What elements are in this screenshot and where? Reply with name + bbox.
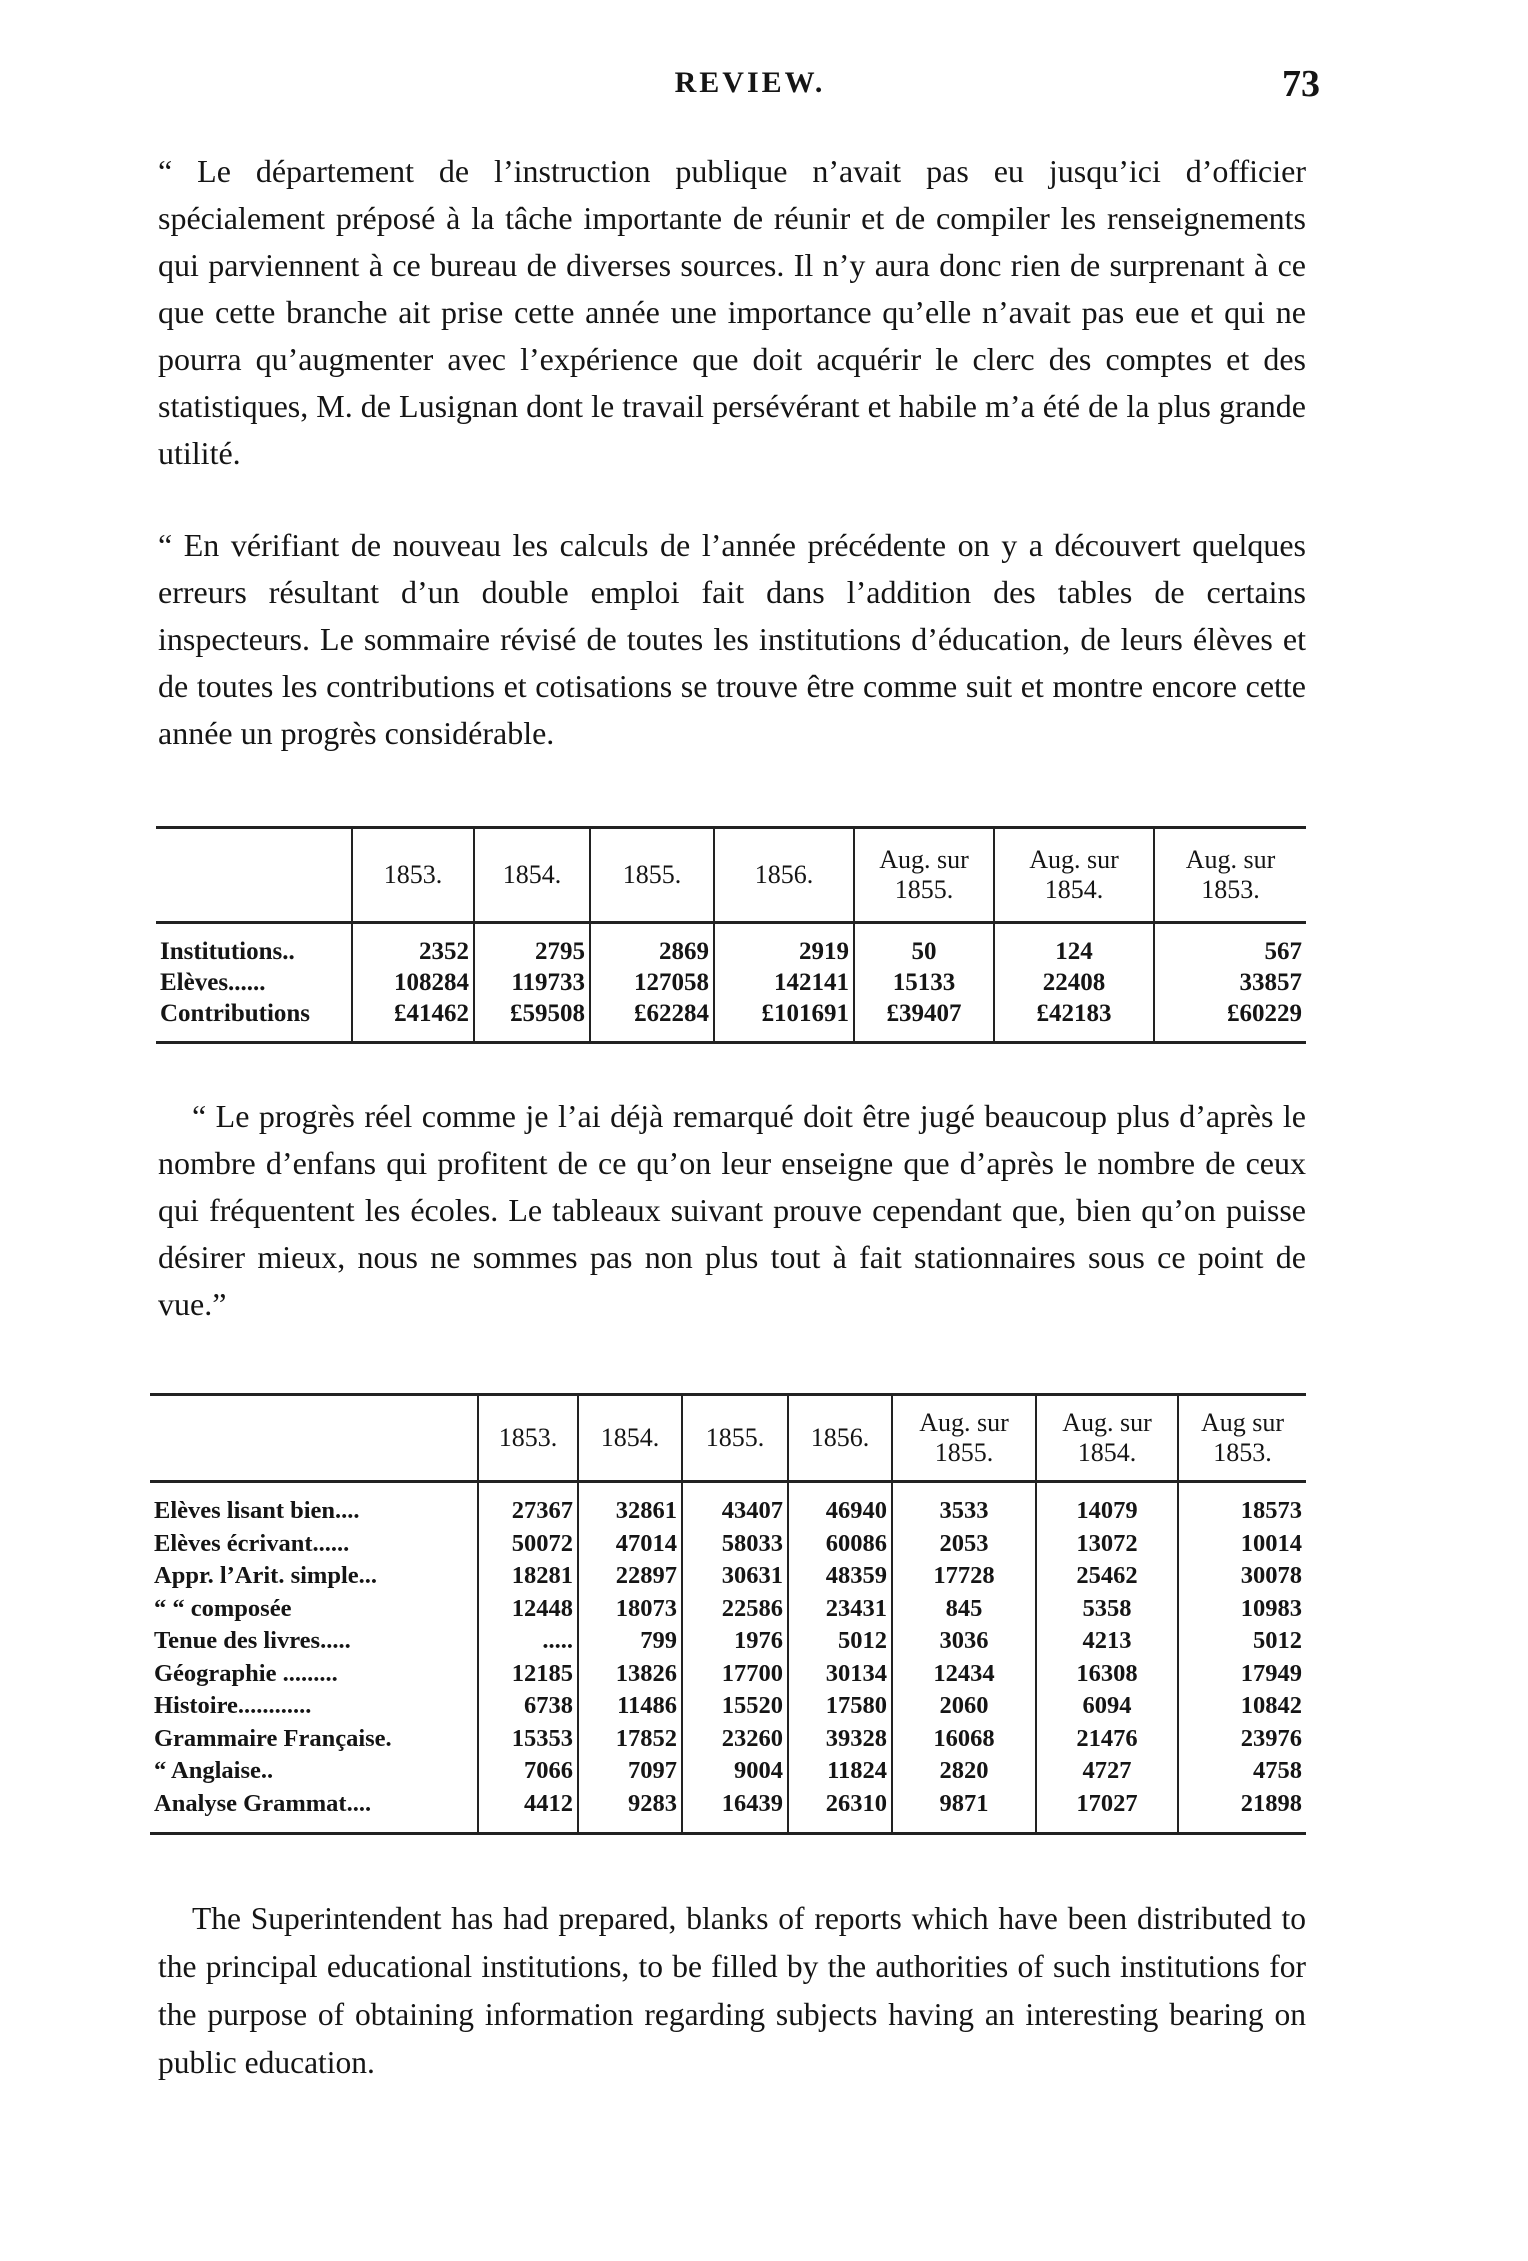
table-cell: 33857	[1239, 969, 1302, 996]
table-cell: 16439	[682, 1788, 788, 1834]
table-cell: 7066	[478, 1755, 578, 1788]
paragraph-3: “ Le progrès réel comme je l’ai déjà remarqué doit être jugé beaucoup plus d’après le nombre d’enfans qui profitent de ce qu’on leur enseigne que d’après le nombre de ceux qui fréquentent les écoles. Le tableaux suivant prouve cependant que, bien qu’on puisse désirer mieux, nous ne sommes pas non plus tout à fait stationnaires sous ce point de vue.”	[158, 1098, 1306, 1322]
table-cell: 12185	[478, 1658, 578, 1691]
header-cell	[156, 828, 352, 923]
table-cell: 39328	[788, 1723, 892, 1756]
table-row	[150, 1690, 1306, 1723]
table-cell: 6094	[1036, 1690, 1178, 1723]
table-row	[156, 998, 1306, 1043]
table-cell: 22586	[682, 1593, 788, 1626]
header-cell: Aug. sur 1855.	[854, 828, 994, 923]
table-cell: 1976	[682, 1625, 788, 1658]
statistics-table-subjects	[150, 1393, 1306, 1835]
table-cell: 50072	[478, 1528, 578, 1561]
table-cell: £59508	[474, 998, 590, 1043]
header-cell: 1854.	[578, 1395, 682, 1482]
running-head	[0, 62, 1528, 112]
table-cell: 18073	[578, 1593, 682, 1626]
table-cell: 16068	[892, 1723, 1036, 1756]
table-cell: 5012	[1253, 1627, 1302, 1654]
running-title: REVIEW.	[674, 66, 826, 99]
table-cell: 17728	[892, 1560, 1036, 1593]
table-cell: 15520	[682, 1690, 788, 1723]
table-cell: 46940	[788, 1482, 892, 1528]
table-cell: 108284	[352, 967, 474, 998]
row-label: Géographie .........	[150, 1658, 478, 1691]
paragraph-1: “ Le département de l’instruction publique n’avait pas eu jusqu’ici d’officier spécialement préposé à la tâche importante de réunir et de compiler les renseignements qui parviennent à ce bureau de diverses sources. Il n’y aura donc rien de surprenant à ce que cette branche ait prise cette année une importance qu’elle n’avait pas eue et qui ne pourra qu’augmenter avec l’expérience que doit acquérir le clerc des comptes et des statistiques, M. de Lusignan dont le travail persévérant et habile m’a été de la plus grande utilité.	[158, 153, 1306, 471]
row-label: Elèves lisant bien....	[150, 1482, 478, 1528]
table-row	[150, 1482, 1306, 1528]
table-cell: 17700	[682, 1658, 788, 1691]
table-cell: 60086	[788, 1528, 892, 1561]
row-label: Grammaire Française.	[150, 1723, 478, 1756]
table-row	[150, 1723, 1306, 1756]
row-label: Institutions..	[156, 923, 352, 968]
page-number: 73	[1282, 63, 1320, 105]
table-cell: 12448	[478, 1593, 578, 1626]
table-cell: 21898	[1178, 1788, 1306, 1834]
table-cell: £41462	[352, 998, 474, 1043]
row-label: Histoire............	[150, 1690, 478, 1723]
table-cell: 23976	[1240, 1724, 1302, 1752]
table-cell: 22897	[578, 1560, 682, 1593]
table-cell: 2820	[892, 1755, 1036, 1788]
table-cell: £101691	[714, 998, 854, 1043]
table-cell: 7097	[578, 1755, 682, 1788]
table-cell: 14079	[1036, 1482, 1178, 1528]
table-row	[150, 1788, 1306, 1834]
table-row	[156, 923, 1306, 968]
table-row	[156, 967, 1306, 998]
row-label: Appr. l’Arit. simple...	[150, 1560, 478, 1593]
table-cell: 30078	[1240, 1562, 1302, 1589]
header-cell: Aug. sur 1855.	[892, 1395, 1036, 1482]
row-label: Analyse Grammat....	[150, 1788, 478, 1834]
table-cell: £39407	[854, 998, 994, 1043]
header-cell: 1854.	[474, 828, 590, 923]
table-cell: 845	[892, 1593, 1036, 1626]
table-cell: 47014	[578, 1528, 682, 1561]
table-cell: 17027	[1036, 1788, 1178, 1834]
table-cell: 15133	[854, 967, 994, 998]
table-cell: 13826	[578, 1658, 682, 1691]
table-cell: 17949	[1240, 1659, 1302, 1687]
table-cell: 30134	[788, 1658, 892, 1691]
paragraph-2: “ En vérifiant de nouveau les calculs de l’année précédente on y a découvert quelques erreurs résultant d’un double emploi fait dans l’addition des tables de certains inspecteurs. Le sommaire révisé de toutes les institutions d’éducation, de leurs élèves et de toutes les contributions et cotisations se trouve être comme suit et montre encore cette année un progrès considérable.	[158, 527, 1306, 751]
table-cell: 26310	[788, 1788, 892, 1834]
table-cell: 2352	[352, 923, 474, 968]
table-cell: 23260	[682, 1723, 788, 1756]
table-cell: 10014	[1240, 1529, 1302, 1557]
table-cell: 799	[578, 1625, 682, 1658]
table-cell: 5358	[1036, 1593, 1178, 1626]
table-cell: 21476	[1036, 1723, 1178, 1756]
table-cell: 27367	[478, 1482, 578, 1528]
table-cell: 25462	[1036, 1560, 1178, 1593]
table-cell: 4727	[1036, 1755, 1178, 1788]
table-cell: 12434	[892, 1658, 1036, 1691]
table-cell: 58033	[682, 1528, 788, 1561]
table-cell: 2869	[590, 923, 714, 968]
table-cell: 567	[1154, 923, 1306, 968]
table-cell: 119733	[474, 967, 590, 998]
header-cell: Aug sur 1853.	[1178, 1395, 1306, 1482]
table-cell: 15353	[478, 1723, 578, 1756]
table-cell: 5012	[788, 1625, 892, 1658]
table-cell: 3036	[892, 1625, 1036, 1658]
table-cell: 9871	[892, 1788, 1036, 1834]
table-cell: 2060	[892, 1690, 1036, 1723]
table-cell: 2795	[474, 923, 590, 968]
table-cell: 18573	[1178, 1482, 1306, 1528]
table-cell: 17852	[578, 1723, 682, 1756]
table-cell: 22408	[994, 967, 1154, 998]
table-cell: 23431	[788, 1593, 892, 1626]
header-cell: Aug. sur 1854.	[994, 828, 1154, 923]
table-cell: 2053	[892, 1528, 1036, 1561]
table-header-row	[150, 1395, 1306, 1482]
table-row	[150, 1625, 1306, 1658]
header-cell	[150, 1395, 478, 1482]
row-label: Tenue des livres.....	[150, 1625, 478, 1658]
table-cell: .....	[478, 1625, 578, 1658]
row-label: “ Anglaise..	[150, 1755, 478, 1788]
table-body	[150, 1482, 1306, 1834]
table-cell: 11486	[578, 1690, 682, 1723]
header-cell: 1856.	[714, 828, 854, 923]
table-cell: 32861	[578, 1482, 682, 1528]
table-cell: 11824	[788, 1755, 892, 1788]
table-row	[150, 1528, 1306, 1561]
table-cell: 4758	[1253, 1757, 1302, 1784]
table-cell: 48359	[788, 1560, 892, 1593]
table-cell: 2919	[714, 923, 854, 968]
table-cell: 18281	[478, 1560, 578, 1593]
table-cell: £60229	[1154, 998, 1306, 1043]
row-label: “ “ composée	[150, 1593, 478, 1626]
header-cell: Aug. sur 1853.	[1154, 828, 1306, 923]
table-cell: 13072	[1036, 1528, 1178, 1561]
table-row	[150, 1658, 1306, 1691]
table-cell: 10842	[1240, 1692, 1302, 1719]
table-row	[150, 1755, 1306, 1788]
table-cell: £62284	[590, 998, 714, 1043]
header-cell: 1855.	[590, 828, 714, 923]
row-label: Contributions	[156, 998, 352, 1043]
table-cell: 17580	[788, 1690, 892, 1723]
table-cell: 6738	[478, 1690, 578, 1723]
table-cell: 4213	[1036, 1625, 1178, 1658]
table-cell: 16308	[1036, 1658, 1178, 1691]
table-cell: 9283	[578, 1788, 682, 1834]
table-cell: £42183	[994, 998, 1154, 1043]
header-cell: 1855.	[682, 1395, 788, 1482]
table-cell: 43407	[682, 1482, 788, 1528]
header-cell: 1853.	[478, 1395, 578, 1482]
statistics-table-institutions	[156, 826, 1306, 1044]
table-cell: 127058	[590, 967, 714, 998]
row-label: Elèves......	[156, 967, 352, 998]
table-cell: 124	[994, 923, 1154, 968]
header-cell: 1853.	[352, 828, 474, 923]
row-label: Elèves écrivant......	[150, 1528, 478, 1561]
table-row	[150, 1560, 1306, 1593]
table-cell: 9004	[682, 1755, 788, 1788]
table-cell: 3533	[892, 1482, 1036, 1528]
table-row	[150, 1593, 1306, 1626]
table-cell: 142141	[714, 967, 854, 998]
table-cell: 10983	[1240, 1594, 1302, 1622]
header-cell: 1856.	[788, 1395, 892, 1482]
table-header-row	[156, 828, 1306, 923]
header-cell: Aug. sur 1854.	[1036, 1395, 1178, 1482]
table-cell: 4412	[478, 1788, 578, 1834]
paragraph-4: The Superintendent has had prepared, blanks of reports which have been distributed to the principal educational institutions, to be filled by the authorities of such institutions for the purpose of obtaining information regarding subjects having an interesting bearing on public education.	[158, 1901, 1306, 2080]
table-cell: 30631	[682, 1560, 788, 1593]
table-cell: 50	[854, 923, 994, 968]
